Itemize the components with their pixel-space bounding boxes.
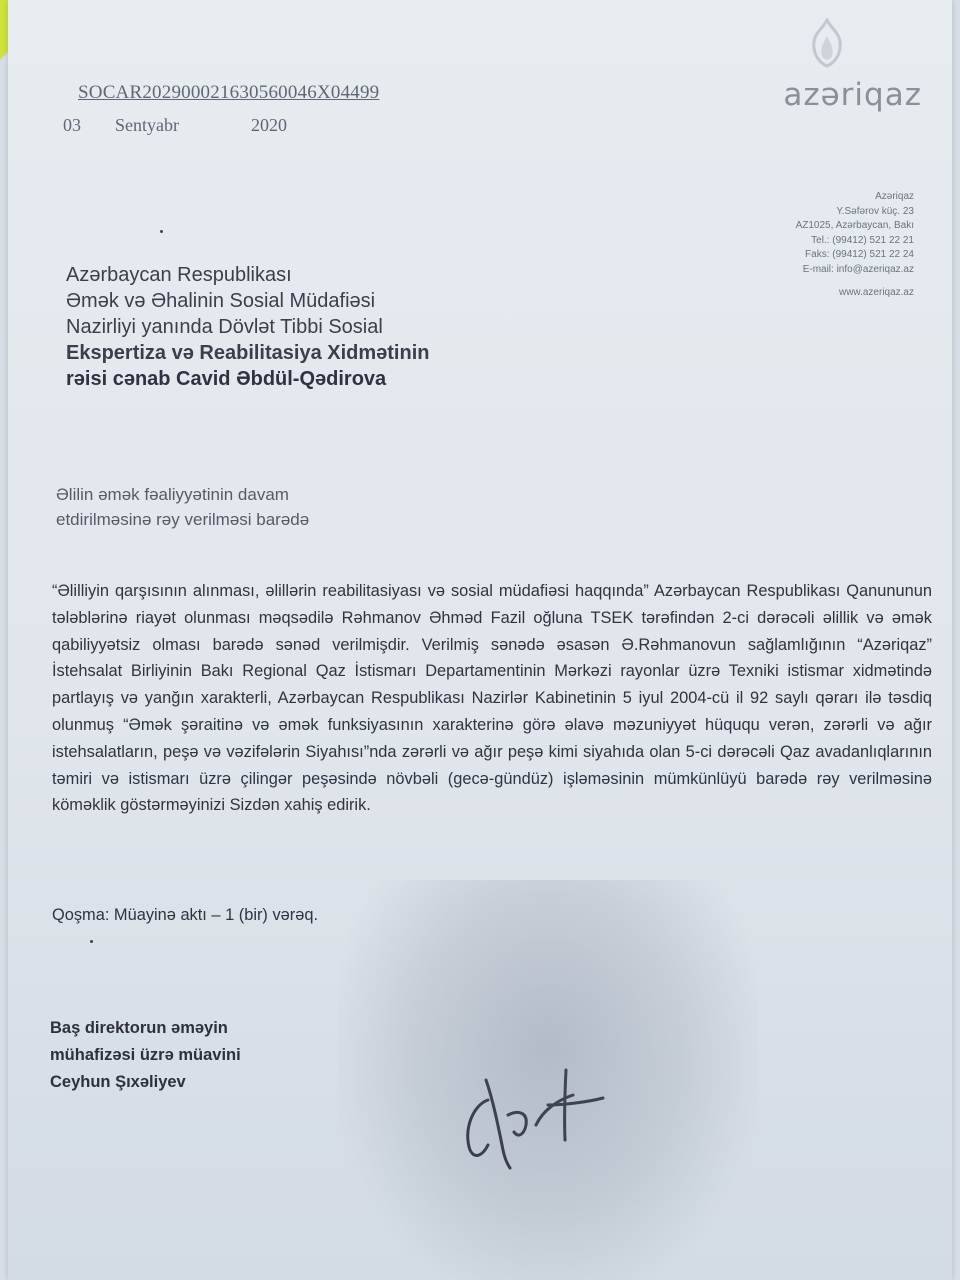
sender-address	[796, 190, 914, 300]
address-line: AZ1025, Azərbaycan, Bakı	[795, 220, 914, 232]
letter-body: “Əlilliyin qarşısının alınması, əlillərin reabilitasiyası və sosial müdafiəsi haqqında” Azərbaycan Respublikası Qanununun tələblərinə riayət olunması məqsədilə Rəhmanov Əhməd Fazil oğluna TSEK tərəfindən 2-ci dərəcəli əlillik və əmək qabiliyyətsiz olması barədə sənəd verilmişdir. Verilmiş sənədə əsasən Ə.Rəhmanovun sağlamlığının “Azəriqaz” İstehsalat Birliyinin Bakı Regional Qaz İstismarı Departamentinin Mərkəzi rayonlar üzrə Texniki istismar xidmətində partlayış və yanğın xarakterli, Azərbaycan Respublikası Nazirlər Kabinetinin 5 iyul 2004-cü il 92 saylı qərarı ilə təsdiq olunmuş “Əmək şəraitinə və əmək funksiyasının xarakterinə görə əlavə məzuniyyət hüququ verən, zərərli və ağır istehsalatların, peşə və vəzifələrin Siyahısı”nda zərərli və ağır peşə kimi siyahıda olan 5-ci dərəcəli Qaz avadanlıqlarının təmiri və istismarı üzrə çilingər peşəsində növbəli (gecə-gündüz) işləməsinin mümkünlüyü barədə rəy verilməsinə köməklik göstərməyinizi Sizdən xahiş edirik.	[52, 582, 932, 815]
letter-page	[8, 0, 952, 1280]
signatory-title: Baş direktorun əməyin	[50, 1019, 228, 1037]
recipient-line: Ekspertiza və Reabilitasiya Xidmətinin	[66, 342, 430, 364]
date-month: Sentyabr	[115, 115, 179, 135]
recipient-line: Azərbaycan Respublikası	[66, 264, 292, 286]
letter-subject	[56, 482, 309, 532]
flame-icon	[802, 18, 852, 70]
ink-dot	[90, 940, 93, 943]
recipient-line: Nazirliyi yanında Dövlət Tibbi Sosial	[66, 316, 383, 338]
signatory-name: Ceyhun Şıxəliyev	[50, 1073, 186, 1091]
address-line: Azəriqaz	[875, 191, 914, 202]
address-line: Faks: (99412) 521 22 24	[805, 249, 914, 261]
registration-number: SOCAR20290002163056004​6X04499	[78, 82, 380, 103]
recipient-line: Əmək və Əhalinin Sosial Müdafiəsi	[66, 290, 376, 312]
logo-wordmark: azəriqaz	[783, 77, 922, 113]
address-line: Y.Səfərov küç. 23	[836, 205, 914, 217]
signatory-title: mühafizəsi üzrə müavini	[50, 1046, 241, 1064]
recipient-block	[66, 262, 429, 392]
date-day: 03	[63, 115, 81, 135]
subject-line: etdirilməsinə rəy verilməsi barədə	[56, 510, 310, 529]
attachment-note: Qoşma: Müayinə aktı – 1 (bir) vərəq.	[52, 906, 318, 924]
company-logo	[742, 18, 922, 113]
subject-line: Əlilin əmək fəaliyyətinin davam	[56, 485, 289, 504]
recipient-line: rəisi cənab Cavid Əbdül-Qədirova	[66, 368, 387, 390]
handwritten-signature	[448, 1060, 608, 1170]
address-line: Tel.: (99412) 521 22 21	[811, 234, 914, 246]
website-link[interactable]: www.azeriqaz.az	[838, 286, 914, 298]
date-year: 2020	[251, 115, 287, 135]
address-line: E-mail: info@azeriqaz.az	[802, 263, 914, 275]
ink-dot	[160, 230, 163, 233]
signatory-block	[50, 1015, 241, 1096]
